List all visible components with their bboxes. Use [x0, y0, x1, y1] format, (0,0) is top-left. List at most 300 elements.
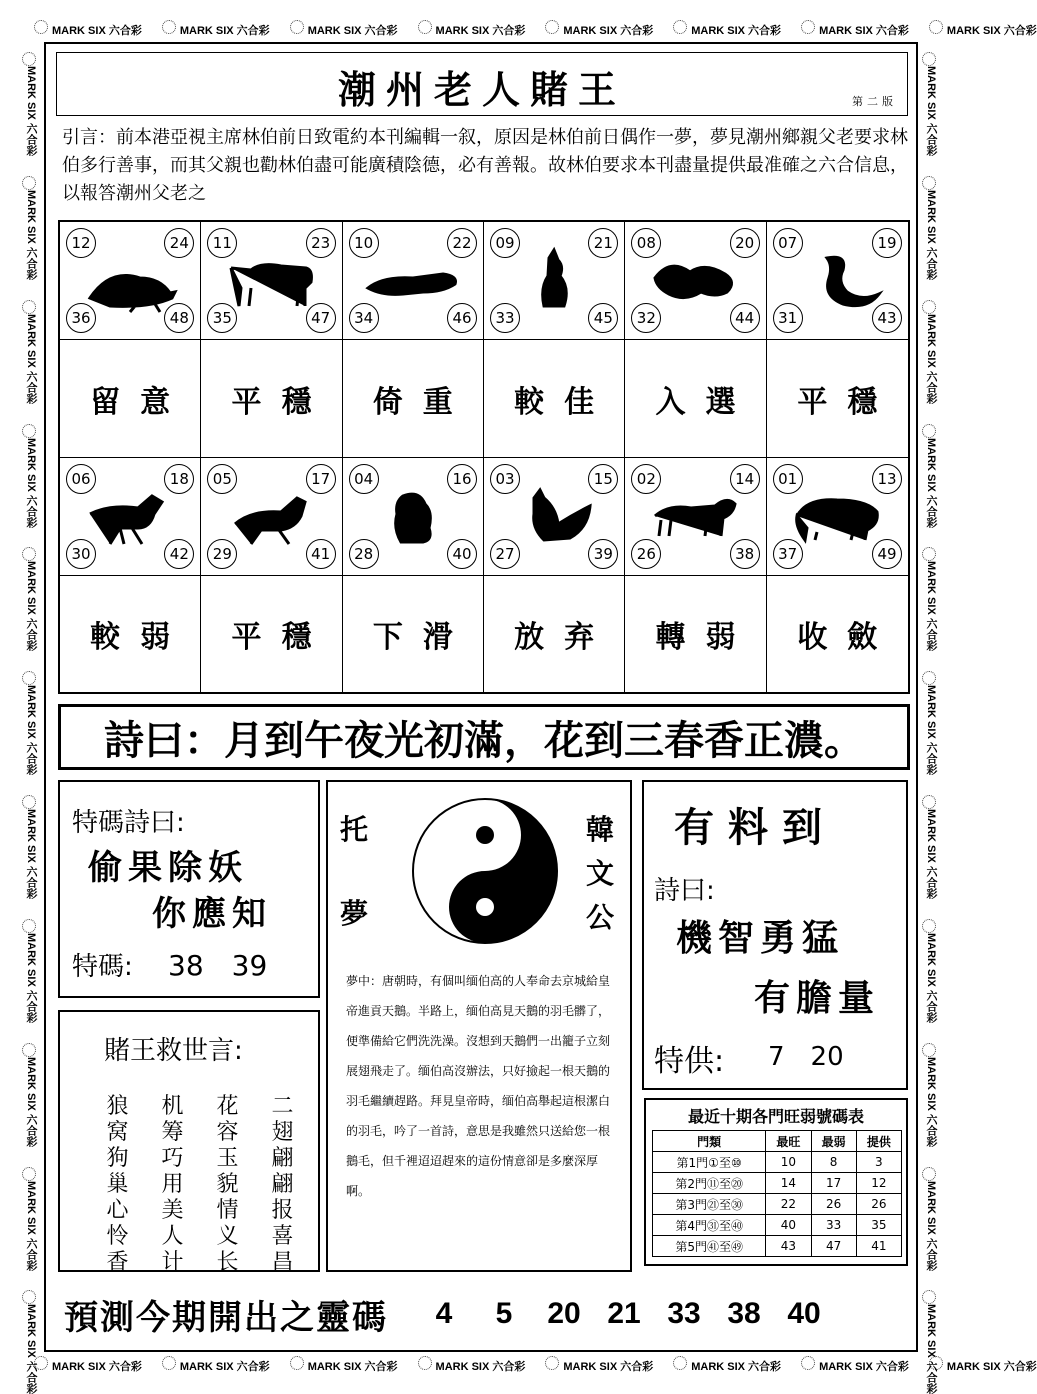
king-char: 怜: [106, 1224, 129, 1249]
table-cell: 43: [766, 1236, 811, 1257]
tiger-icon: [363, 248, 463, 312]
border-text: MARK SIX 六合彩: [25, 437, 37, 528]
zodiac-number: 04: [349, 464, 379, 494]
king-char: 人: [161, 1224, 184, 1249]
border-text: MARK SIX 六合彩: [925, 561, 937, 652]
ox-icon: [221, 248, 321, 312]
zodiac-number: 28: [349, 539, 379, 569]
zodiac-number: 36: [66, 303, 96, 333]
border-right: [918, 42, 944, 1394]
king-char: 香: [106, 1250, 129, 1275]
border-text: MARK SIX 六合彩: [25, 66, 37, 156]
zodiac-cell: [484, 458, 625, 576]
zodiac-number: 29: [207, 539, 237, 569]
border-mark: [22, 795, 40, 899]
border-text: MARK SIX 六合彩: [925, 189, 937, 280]
zodiac-word-cell: [625, 576, 766, 692]
zodiac-word-cell: [201, 576, 342, 692]
snake-icon: [787, 248, 887, 312]
border-text: MARK SIX 六合彩: [946, 25, 1037, 37]
zodiac-word: 平穩: [797, 384, 898, 420]
dream-text: 夢中：唐朝時，有個叫缅伯高的人奉命去京城給皇帝進貢天鵝。半路上，缅伯高見天鵝的羽毛髒了，便準備給它們洗洗澡。沒想到天鵝們一出籠子立刻展翅飛走了。缅伯高沒辦法，只好撿起一根天鵝的羽毛繼續趕路。拜見皇帝時，缅伯高舉起這根潔白的羽毛，吟了一首詩，意思是我雖然只送給您一根鵝毛，但千裡迢迢趕來的這份情意卻是多麼深厚啊。: [346, 974, 611, 1198]
zodiac-word: 留意: [90, 384, 191, 420]
zodiac-word: 收斂: [797, 620, 898, 655]
flower-icon: [22, 300, 36, 314]
zodiac-number: 45: [588, 303, 618, 333]
supply-label: 特供:: [654, 1044, 725, 1079]
zodiac-number: 37: [773, 539, 803, 569]
zodiac-word-cell: [60, 576, 201, 692]
zodiac-number: 15: [588, 464, 618, 494]
zodiac-number: 47: [306, 303, 336, 333]
flower-icon: [922, 671, 936, 685]
zodiac-word: 較佳: [514, 384, 615, 420]
zodiac-number: 14: [730, 464, 760, 494]
border-mark: [290, 20, 398, 38]
zodiac-number: 16: [447, 464, 477, 494]
flower-icon: [922, 52, 936, 66]
border-text: MARK SIX 六合彩: [925, 1304, 937, 1394]
border-text: MARK SIX 六合彩: [307, 25, 398, 37]
zodiac-number: 22: [447, 228, 477, 258]
zodiac-word-cell: [767, 340, 908, 458]
king-char: 美: [161, 1198, 184, 1223]
zodiac-number: 12: [66, 228, 96, 258]
border-text: MARK SIX 六合彩: [925, 437, 937, 528]
table-cell: 33: [811, 1215, 856, 1236]
dream-right-bottom: 公: [586, 901, 615, 934]
border-text: MARK SIX 六合彩: [25, 809, 37, 899]
border-mark: [34, 20, 142, 38]
king-char: 机: [161, 1094, 184, 1119]
zodiac-number: 02: [631, 464, 661, 494]
flower-icon: [22, 795, 36, 809]
border-mark: [22, 1290, 40, 1394]
border-text: MARK SIX 六合彩: [819, 25, 909, 37]
border-top: [24, 16, 1037, 42]
king-char: 喜: [271, 1224, 294, 1249]
border-text: MARK SIX 六合彩: [25, 189, 37, 280]
border-text: MARK SIX 六合彩: [691, 25, 782, 37]
zodiac-number: 43: [872, 303, 902, 333]
king-char: 昌: [271, 1250, 294, 1275]
table-cell: 40: [766, 1215, 811, 1236]
flower-icon: [22, 1290, 36, 1304]
flower-icon: [673, 20, 687, 34]
table-cell: 第4門㉛至㊵: [653, 1215, 766, 1236]
flower-icon: [922, 795, 936, 809]
border-mark: [673, 20, 781, 38]
king-char: 巧: [161, 1146, 184, 1171]
zodiac-word: 轉弱: [655, 620, 756, 655]
zodiac-word-cell: [625, 340, 766, 458]
border-text: MARK SIX 六合彩: [179, 25, 270, 37]
border-text: MARK SIX 六合彩: [925, 809, 937, 899]
border-text: MARK SIX 六合彩: [925, 1056, 937, 1147]
zodiac-word: 較弱: [90, 620, 191, 655]
zodiac-number: 03: [490, 464, 520, 494]
table-cell: 35: [856, 1215, 901, 1236]
dragon-icon: [645, 248, 745, 312]
border-text: MARK SIX 六合彩: [925, 66, 937, 156]
header-box: [56, 52, 908, 116]
zodiac-number: 44: [730, 303, 760, 333]
monkey-icon: [363, 484, 463, 548]
footer-label: 預測今期開出之靈碼: [64, 1297, 388, 1338]
border-left: [18, 42, 44, 1394]
king-char: 窝: [106, 1120, 129, 1145]
border-text: MARK SIX 六合彩: [52, 1361, 142, 1373]
table-header: 門類: [653, 1131, 766, 1152]
border-mark: [22, 424, 40, 528]
stats-table: [652, 1130, 902, 1257]
king-char: 义: [216, 1224, 239, 1249]
flower-icon: [673, 1356, 687, 1370]
table-cell: 第1門①至⑩: [653, 1152, 766, 1173]
zodiac-cell: [767, 222, 908, 340]
border-text: MARK SIX 六合彩: [435, 25, 526, 37]
youliao-line2: 有膽量: [754, 978, 881, 1019]
flower-icon: [545, 1356, 559, 1370]
dream-left-bottom: 夢: [340, 897, 369, 930]
border-mark: [290, 1356, 398, 1374]
zodiac-number: 33: [490, 303, 520, 333]
king-char: 巢: [106, 1172, 129, 1197]
youliao-label: 詩曰:: [654, 876, 715, 906]
table-cell: 10: [766, 1152, 811, 1173]
zodiac-number: 27: [490, 539, 520, 569]
border-bottom: [24, 1352, 1037, 1378]
zodiac-number: 19: [872, 228, 902, 258]
border-mark: [929, 1356, 1037, 1374]
flower-icon: [922, 1167, 936, 1181]
youliao-line1: 機智勇猛: [676, 918, 845, 959]
edition-label: 第二版: [852, 95, 897, 108]
flower-icon: [290, 1356, 304, 1370]
zodiac-number: 31: [773, 303, 803, 333]
footer-number: 21: [607, 1297, 641, 1330]
zodiac-number: 40: [447, 539, 477, 569]
table-cell: 第2門⑪至⑳: [653, 1173, 766, 1194]
flower-icon: [922, 1290, 936, 1304]
border-mark: [922, 1043, 940, 1147]
king-char: 报: [271, 1198, 294, 1223]
zodiac-word: 入選: [655, 384, 756, 420]
zodiac-cell: [201, 222, 342, 340]
flower-icon: [418, 20, 432, 34]
zodiac-number: 46: [447, 303, 477, 333]
border-text: MARK SIX 六合彩: [25, 932, 37, 1023]
border-mark: [34, 1356, 142, 1374]
zodiac-cell: [625, 458, 766, 576]
yin-yang-icon: [410, 796, 560, 946]
youliao-title: 有料到: [674, 805, 836, 851]
zodiac-word-cell: [343, 576, 484, 692]
zodiac-number: 49: [872, 539, 902, 569]
border-text: MARK SIX 六合彩: [563, 1361, 654, 1373]
rooster-icon: [504, 484, 604, 548]
border-mark: [545, 20, 653, 38]
zodiac-number: 35: [207, 303, 237, 333]
border-mark: [922, 1290, 940, 1394]
king-char: 花: [216, 1094, 239, 1119]
zodiac-number: 30: [66, 539, 96, 569]
king-char: 计: [161, 1250, 184, 1275]
table-cell: 26: [811, 1194, 856, 1215]
youliao-box: [642, 780, 908, 1090]
table-header-row: [653, 1131, 902, 1152]
flower-icon: [418, 1356, 432, 1370]
flower-icon: [922, 176, 936, 190]
border-text: MARK SIX 六合彩: [25, 561, 37, 652]
flower-icon: [922, 919, 936, 933]
border-mark: [22, 52, 40, 156]
zodiac-number: 42: [164, 539, 194, 569]
table-cell: 14: [766, 1173, 811, 1194]
border-text: MARK SIX 六合彩: [179, 1361, 270, 1373]
border-mark: [545, 1356, 653, 1374]
border-mark: [922, 919, 940, 1023]
border-mark: [418, 20, 526, 38]
zodiac-number: 18: [164, 464, 194, 494]
table-row: [653, 1194, 902, 1215]
dream-left-top: 托: [340, 813, 369, 846]
border-mark: [22, 1167, 40, 1271]
table-row: [653, 1173, 902, 1194]
zodiac-number: 05: [207, 464, 237, 494]
king-char: 长: [216, 1250, 239, 1275]
footer-number: 40: [787, 1297, 821, 1330]
border-mark: [922, 424, 940, 528]
zodiac-word: 平穩: [231, 620, 332, 655]
border-mark: [162, 1356, 270, 1374]
goat-icon: [221, 484, 321, 548]
border-text: MARK SIX 六合彩: [563, 25, 654, 37]
king-char: 容: [216, 1120, 239, 1145]
zodiac-word-cell: [767, 576, 908, 692]
zodiac-cell: [625, 222, 766, 340]
border-mark: [673, 1356, 781, 1374]
footer-number: 5: [495, 1297, 513, 1330]
dream-right-top: 韓: [586, 813, 615, 846]
king-char: 狗: [106, 1146, 129, 1171]
border-mark: [922, 52, 940, 156]
special-poem-box: [58, 780, 320, 998]
border-text: MARK SIX 六合彩: [925, 1180, 937, 1271]
intro-text: 引言：前本港亞視主席林伯前日致電約本刊編輯一叙，原因是林伯前日偶作一夢，夢見潮州鄉親父老要求林伯多行善事，而其父親也勸林伯盡可能廣積陰德，必有善報。故林伯要求本刊盡量提供最准確之六合信息，以報答潮州父老之: [62, 127, 908, 204]
king-box: [58, 1010, 320, 1275]
zodiac-word-cell: [484, 340, 625, 458]
king-char: 筹: [161, 1120, 184, 1145]
footer-numbers: [414, 1297, 834, 1331]
zodiac-word-cell: [201, 340, 342, 458]
border-text: MARK SIX 六合彩: [925, 685, 937, 776]
zodiac-cell: [201, 458, 342, 576]
zodiac-word-cell: [343, 340, 484, 458]
zodiac-cell: [343, 222, 484, 340]
flower-icon: [922, 547, 936, 561]
table-row: [653, 1236, 902, 1257]
stats-title: 最近十期各門旺弱號碼表: [687, 1107, 864, 1126]
flower-icon: [801, 1356, 815, 1370]
rat-icon: [80, 248, 180, 312]
special-line1: 偷果除妖: [88, 848, 248, 888]
table-cell: 17: [811, 1173, 856, 1194]
zodiac-cell: [484, 222, 625, 340]
footer-number: 4: [435, 1297, 453, 1330]
zodiac-number: 23: [306, 228, 336, 258]
zodiac-number: 24: [164, 228, 194, 258]
border-text: MARK SIX 六合彩: [52, 25, 142, 37]
zodiac-number: 20: [730, 228, 760, 258]
border-mark: [922, 795, 940, 899]
table-header: 最弱: [811, 1131, 856, 1152]
king-char: 狼: [106, 1094, 129, 1119]
dream-right-mid: 文: [586, 857, 615, 890]
flower-icon: [22, 547, 36, 561]
table-cell: 26: [856, 1194, 901, 1215]
border-text: MARK SIX 六合彩: [25, 313, 37, 404]
border-mark: [922, 176, 940, 280]
border-mark: [22, 919, 40, 1023]
border-text: MARK SIX 六合彩: [435, 1361, 526, 1373]
footer-number: 38: [727, 1297, 761, 1330]
zodiac-number: 10: [349, 228, 379, 258]
flower-icon: [22, 1167, 36, 1181]
zodiac-number: 11: [207, 228, 237, 258]
flower-icon: [22, 176, 36, 190]
zodiac-number: 38: [730, 539, 760, 569]
supply-values: 7 20: [768, 1042, 844, 1072]
border-text: MARK SIX 六合彩: [819, 1361, 909, 1373]
flower-icon: [162, 1356, 176, 1370]
special-label: 特碼詩曰:: [72, 808, 185, 838]
border-mark: [922, 671, 940, 775]
dream-box: [326, 780, 632, 1272]
border-mark: [801, 20, 909, 38]
zodiac-cell: [60, 458, 201, 576]
zodiac-number: 09: [490, 228, 520, 258]
king-char: 貌: [216, 1172, 239, 1197]
page-title: 潮州老人賭王: [337, 67, 626, 112]
table-cell: 8: [811, 1152, 856, 1173]
flower-icon: [801, 20, 815, 34]
zodiac-word: 下滑: [372, 620, 473, 655]
border-mark: [922, 547, 940, 651]
king-char: 用: [161, 1172, 184, 1197]
flower-icon: [22, 919, 36, 933]
border-text: MARK SIX 六合彩: [25, 685, 37, 776]
table-cell: 第5門㊶至㊾: [653, 1236, 766, 1257]
border-mark: [929, 20, 1037, 38]
border-mark: [922, 300, 940, 404]
flower-icon: [162, 20, 176, 34]
king-char: 玉: [216, 1146, 239, 1171]
flower-icon: [22, 671, 36, 685]
flower-icon: [545, 20, 559, 34]
border-text: MARK SIX 六合彩: [25, 1180, 37, 1271]
zodiac-number: 39: [588, 539, 618, 569]
table-cell: 第3門㉑至㉚: [653, 1194, 766, 1215]
border-text: MARK SIX 六合彩: [691, 1361, 782, 1373]
table-cell: 3: [856, 1152, 901, 1173]
border-text: MARK SIX 六合彩: [25, 1304, 37, 1394]
table-cell: 12: [856, 1173, 901, 1194]
table-cell: 41: [856, 1236, 901, 1257]
rabbit-icon: [504, 248, 604, 312]
king-char: 翅: [271, 1120, 294, 1145]
zodiac-word-cell: [60, 340, 201, 458]
border-mark: [22, 671, 40, 775]
table-cell: 47: [811, 1236, 856, 1257]
special-line2: 你應知: [152, 894, 272, 934]
footer-number: 33: [667, 1297, 701, 1330]
border-mark: [22, 547, 40, 651]
zodiac-number: 26: [631, 539, 661, 569]
flower-icon: [22, 424, 36, 438]
zodiac-word: 平穩: [231, 384, 332, 420]
zodiac-cell: [767, 458, 908, 576]
zodiac-number: 01: [773, 464, 803, 494]
king-char: 情: [216, 1198, 239, 1223]
footer-number: 20: [547, 1297, 581, 1330]
pig-icon: [787, 484, 887, 548]
border-mark: [418, 1356, 526, 1374]
flower-icon: [34, 20, 48, 34]
border-mark: [22, 1043, 40, 1147]
border-mark: [162, 20, 270, 38]
flower-icon: [922, 300, 936, 314]
border-text: MARK SIX 六合彩: [25, 1056, 37, 1147]
border-mark: [22, 176, 40, 280]
king-grid: [90, 1094, 310, 1276]
flower-icon: [922, 1043, 936, 1057]
border-text: MARK SIX 六合彩: [946, 1361, 1037, 1373]
stats-box: [644, 1098, 908, 1266]
table-row: [653, 1152, 902, 1173]
table-row: [653, 1215, 902, 1236]
dog-icon: [645, 484, 745, 548]
zodiac-number: 41: [306, 539, 336, 569]
border-text: MARK SIX 六合彩: [925, 932, 937, 1023]
poem-banner: 詩曰：月到午夜光初滿，花到三春香正濃。: [58, 704, 910, 770]
border-mark: [922, 1167, 940, 1271]
king-char: 翩: [271, 1146, 294, 1171]
table-cell: 22: [766, 1194, 811, 1215]
zodiac-word: 放弃: [514, 620, 615, 655]
horse-icon: [80, 484, 180, 548]
flower-icon: [22, 1043, 36, 1057]
border-mark: [801, 1356, 909, 1374]
table-header: 最旺: [766, 1131, 811, 1152]
zodiac-number: 32: [631, 303, 661, 333]
zodiac-number: 08: [631, 228, 661, 258]
king-title: 賭王救世言:: [104, 1036, 243, 1066]
zodiac-word-cell: [484, 576, 625, 692]
zodiac-grid: [58, 220, 910, 694]
flower-icon: [929, 20, 943, 34]
zodiac-number: 17: [306, 464, 336, 494]
zodiac-cell: [343, 458, 484, 576]
table-header: 提供: [856, 1131, 901, 1152]
king-char: 二: [271, 1094, 294, 1119]
zodiac-number: 21: [588, 228, 618, 258]
border-mark: [22, 300, 40, 404]
zodiac-cell: [60, 222, 201, 340]
flower-icon: [290, 20, 304, 34]
zodiac-number: 06: [66, 464, 96, 494]
footer: [64, 1284, 910, 1344]
